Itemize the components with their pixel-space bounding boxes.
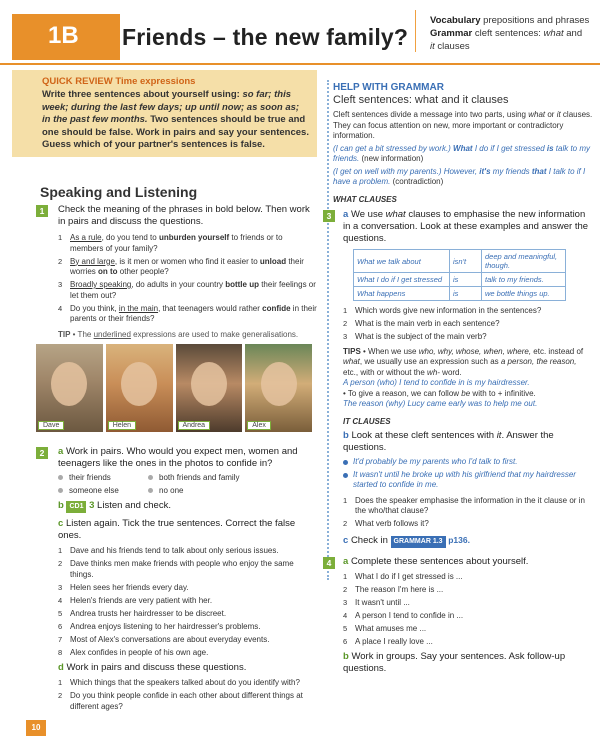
example-text: I do if I get stressed xyxy=(472,143,547,153)
section-title-speaking: Speaking and Listening xyxy=(40,184,198,200)
tips-text: • To give a reason, we can follow xyxy=(343,388,462,398)
list-item xyxy=(58,691,318,712)
underlined-phrase: As a rule xyxy=(70,233,102,242)
cleft-table xyxy=(353,249,566,301)
item-text: The reason I'm here is ... xyxy=(355,584,444,594)
unit-number: 1B xyxy=(48,22,79,49)
underlined-phrase: Broadly speaking xyxy=(70,280,132,289)
header-divider xyxy=(415,10,416,52)
tips-text: , we usually use an expression such as xyxy=(359,357,501,366)
example-emphasis: is xyxy=(546,143,554,153)
table-cell: deep and meaningful, though. xyxy=(482,250,566,273)
list-item xyxy=(58,609,318,620)
exercise-3 xyxy=(326,209,593,245)
it-clauses-heading: IT CLAUSES xyxy=(343,416,391,426)
list-item xyxy=(58,280,318,301)
exercise-1-instructions: Check the meaning of the phrases in bold below. Then work in pairs and discuss the questions. xyxy=(58,204,310,227)
page-header xyxy=(0,0,600,62)
tips-italic: be xyxy=(461,388,471,398)
part-label: b xyxy=(343,430,349,441)
item-number: 2 xyxy=(343,519,348,528)
face-shape xyxy=(121,362,157,406)
item-text: Helen sees her friends every day. xyxy=(70,582,189,592)
page-number: 10 xyxy=(26,720,46,736)
tips-text: • When we use xyxy=(360,346,419,356)
table-cell: What I do if I get stressed xyxy=(354,273,450,287)
list-item xyxy=(58,678,318,689)
exercise-2c-list xyxy=(36,546,318,658)
item-number: 3 xyxy=(343,332,348,341)
item-number: 2 xyxy=(343,319,348,328)
grammar-example-1 xyxy=(333,144,593,165)
tip-text: expressions are used to make generalisations. xyxy=(130,329,299,339)
item-text: What is the main verb in each sentence? xyxy=(355,319,500,328)
item-text: Do you think, xyxy=(70,303,119,313)
cd-badge[interactable]: CD1 xyxy=(66,501,86,513)
tips-example: A person (who) I tend to confide in is my hairdresser. xyxy=(343,378,530,387)
tip-label: TIP xyxy=(58,329,71,339)
item-text: What verb follows it? xyxy=(355,519,429,528)
exercise-number: 4 xyxy=(323,557,335,569)
part-label: b xyxy=(343,651,349,662)
exercise-4b-text: Work in groups. Say your sentences. Ask follow-up questions. xyxy=(343,651,566,674)
tips-text: with to + infinitive. xyxy=(470,388,536,398)
it-example-item xyxy=(343,457,593,468)
exercise-4-list xyxy=(333,572,593,648)
exercise-1 xyxy=(36,204,318,340)
track-number: 3 xyxy=(89,500,95,511)
item-number: 1 xyxy=(343,571,348,581)
example-emphasis: What xyxy=(453,143,473,153)
table-cell: is xyxy=(450,273,482,287)
bold-phrase: unload xyxy=(259,256,287,266)
item-number: 1 xyxy=(58,678,63,687)
list-item xyxy=(58,559,318,580)
face-shape xyxy=(51,362,87,406)
intro-text: or xyxy=(545,110,557,119)
part-label: a xyxy=(343,209,349,220)
table-row xyxy=(354,287,566,301)
item-number: 4 xyxy=(58,303,63,313)
item-text: A place I really love ... xyxy=(355,636,433,646)
intro-text: clauses. They can focus attention on new, more important or contradictory information. xyxy=(333,110,593,140)
table-cell: What we talk about xyxy=(354,250,450,273)
item-number: 5 xyxy=(343,623,348,633)
list-item xyxy=(343,496,593,517)
photo-dave xyxy=(36,344,103,432)
photo-andrea xyxy=(176,344,243,432)
bullet-icon xyxy=(343,473,348,478)
table-cell: talk to my friends. xyxy=(482,273,566,287)
list-item xyxy=(58,635,318,646)
table-cell: we bottle things up. xyxy=(482,287,566,301)
list-item xyxy=(58,257,318,278)
header-meta xyxy=(430,14,589,53)
example-note: (new information) xyxy=(359,154,424,163)
option-item xyxy=(148,486,268,497)
quick-review-title: QUICK REVIEW Time expressions xyxy=(42,76,196,87)
bullet-icon xyxy=(148,475,153,480)
exercise-1-list xyxy=(36,233,318,325)
example-text: I talk to if I have a problem. xyxy=(333,166,586,186)
exercise-4a xyxy=(333,556,593,568)
item-text: Helen's friends are very patient with her. xyxy=(70,595,213,605)
photo-label: Alex xyxy=(247,421,271,430)
exercise-4 xyxy=(326,555,593,568)
bold-phrase: confide xyxy=(262,303,291,313)
item-text: Andrea trusts her hairdresser to be discreet. xyxy=(70,608,227,618)
exercise-2d-text: Work in pairs and discuss these questions. xyxy=(66,662,247,673)
item-text: , do adults in your country xyxy=(131,280,226,289)
list-item xyxy=(343,306,593,317)
bold-phrase: bottle up xyxy=(225,280,259,289)
exercise-2d-list xyxy=(36,678,318,712)
example-text: talk to my friends. xyxy=(333,143,590,163)
tips-label: TIPS xyxy=(343,346,361,356)
tip-text: • The xyxy=(70,329,94,339)
exercise-3b-text: Look at these cleft sentences with xyxy=(351,430,497,441)
item-number: 5 xyxy=(58,608,63,618)
item-text: Most of Alex's conversations are about everyday events. xyxy=(70,634,270,644)
item-number: 3 xyxy=(58,280,63,289)
exercise-3a xyxy=(333,209,593,245)
table-cell: What happens xyxy=(354,287,450,301)
exercise-2a-text: Work in pairs. Who would you expect men, women and teenagers like the ones in the photos to confide in? xyxy=(58,446,298,469)
exercise-2b xyxy=(36,500,318,513)
item-number: 1 xyxy=(343,495,348,505)
item-text: their feelings or let them out? xyxy=(70,280,316,300)
list-item xyxy=(58,583,318,594)
item-number: 3 xyxy=(343,597,348,607)
grammar-text-what: what xyxy=(543,28,564,39)
item-text: to friends or to members of your family? xyxy=(70,233,283,253)
item-number: 4 xyxy=(343,610,348,620)
photo-label: Andrea xyxy=(178,421,211,430)
list-item xyxy=(58,596,318,607)
quick-review-box xyxy=(12,70,317,157)
option-item xyxy=(58,473,148,484)
part-label: a xyxy=(343,555,349,567)
item-number: 2 xyxy=(343,584,348,594)
example-text: (I can get a bit stressed by work.) xyxy=(333,143,454,153)
exercise-4a-text: Complete these sentences about yourself. xyxy=(350,555,529,567)
exercise-2 xyxy=(36,446,318,715)
tips-italic: who, why, whose, when, where, xyxy=(418,346,532,356)
it-examples xyxy=(333,457,593,491)
exercise-2d xyxy=(36,662,318,674)
exercise-3a-text: We use xyxy=(350,209,386,220)
intro-text-italic: what xyxy=(528,110,546,119)
intro-text: Cleft sentences divide a message into two parts, using xyxy=(333,110,529,119)
quick-review-p2: Two sentences should be true and one should be false. Work in pairs and say your sentences. Guess which of your partner's sentences is false. xyxy=(42,114,309,150)
photo-alex xyxy=(245,344,312,432)
part-label: c xyxy=(58,518,64,529)
item-text: Alex confides in people of his own age. xyxy=(70,647,209,657)
list-item xyxy=(58,304,318,325)
item-text: A person I tend to confide in ... xyxy=(355,610,464,620)
exercise-3c xyxy=(333,534,593,548)
grammar-label: Grammar xyxy=(430,28,473,39)
exercise-number: 3 xyxy=(323,210,335,222)
grammar-reference-link[interactable]: GRAMMAR 1.3 xyxy=(391,536,446,548)
item-number: 4 xyxy=(58,595,63,605)
exercise-2a xyxy=(58,446,318,470)
grammar-tips xyxy=(333,347,593,410)
underlined-phrase: in the main xyxy=(118,303,159,313)
photo-label: Helen xyxy=(108,421,136,430)
exercise-3b-questions xyxy=(333,496,593,530)
item-text: in their parents or their friends? xyxy=(70,303,317,323)
tips-text: etc. instead of xyxy=(531,346,584,356)
bold-phrase: unburden yourself xyxy=(158,233,230,242)
unit-title: Friends – the new family? xyxy=(122,24,409,50)
what-clauses-heading: WHAT CLAUSES xyxy=(333,194,397,204)
part-label: b xyxy=(58,500,64,511)
face-shape xyxy=(191,362,227,406)
example-note: (contradiction) xyxy=(390,177,444,186)
it-example: It'd probably be my parents who I'd talk to first. xyxy=(353,457,518,466)
item-text: What is the subject of the main verb? xyxy=(355,332,487,341)
it-example-item xyxy=(343,470,593,491)
item-number: 1 xyxy=(343,306,348,315)
item-text: What amuses me ... xyxy=(355,623,427,633)
item-text: other people? xyxy=(117,267,169,276)
exercise-3-questions xyxy=(333,306,593,343)
item-text: Which words give new information in the sentences? xyxy=(355,306,542,315)
grammar-text-it: it xyxy=(430,41,435,52)
table-row xyxy=(354,273,566,287)
table-row xyxy=(354,250,566,273)
item-number: 2 xyxy=(58,256,63,266)
grammar-page-ref[interactable]: p136. xyxy=(448,534,470,545)
grammar-title: HELP WITH GRAMMAR xyxy=(333,82,444,93)
list-item xyxy=(58,648,318,659)
tips-text: etc., with or without the xyxy=(343,367,428,377)
list-item xyxy=(58,233,318,254)
tips-example: The reason (why) Lucy came early was to help me out. xyxy=(343,399,538,408)
option-item xyxy=(58,486,148,497)
exercise-3a-text: clauses to emphasise the new information in a conversation. Look at these examples and answer the questions. xyxy=(343,209,589,244)
grammar-text-and: and xyxy=(566,28,583,39)
item-text: Does the speaker emphasise the information in the it clause or in the who/that clause? xyxy=(355,495,585,515)
list-item xyxy=(343,585,593,596)
option-item xyxy=(148,473,268,484)
exercise-2c-text: Listen again. Tick the true sentences. Correct the false ones. xyxy=(58,518,296,541)
list-item xyxy=(343,598,593,609)
exercise-3b-italic: it xyxy=(496,430,502,441)
example-emphasis: that xyxy=(531,166,547,176)
item-text: What I do if I get stressed is ... xyxy=(355,571,463,581)
part-label: c xyxy=(343,534,349,546)
option-text: both friends and family xyxy=(159,473,240,482)
exercise-2b-text: Listen and check. xyxy=(97,500,171,511)
grammar-intro xyxy=(333,110,593,142)
list-item xyxy=(343,572,593,583)
bullet-icon xyxy=(343,460,348,465)
item-text: Do you think people confide in each other about different things at different ages? xyxy=(70,691,303,711)
grammar-text: cleft sentences: xyxy=(474,28,541,39)
list-item xyxy=(58,622,318,633)
exercise-3a-italic: what xyxy=(385,209,406,220)
option-text: their friends xyxy=(69,473,111,482)
item-text: Which things that the speakers talked about do you identify with? xyxy=(70,678,300,687)
list-item xyxy=(343,637,593,648)
exercise-3c-text: Check in xyxy=(350,534,388,546)
tips-italic: a person, the reason, xyxy=(500,357,577,366)
item-text: It wasn't until ... xyxy=(355,597,410,607)
item-number: 2 xyxy=(58,559,63,568)
item-text: Dave thinks men make friends with people who enjoy the same things. xyxy=(70,559,294,579)
item-number: 8 xyxy=(58,647,63,657)
part-label: d xyxy=(58,662,64,673)
photo-strip xyxy=(36,344,312,432)
table-cell: is xyxy=(450,287,482,301)
unit-badge xyxy=(12,14,120,60)
exercise-3b xyxy=(333,430,593,454)
item-number: 7 xyxy=(58,634,63,644)
vocab-label: Vocabulary xyxy=(430,15,481,26)
bullet-icon xyxy=(58,475,63,480)
table-cell: isn't xyxy=(450,250,482,273)
item-text: Andrea enjoys listening to her hairdresser's problems. xyxy=(70,621,261,631)
intro-text-italic: it xyxy=(556,110,561,119)
tip-underlined: underlined xyxy=(93,329,131,339)
item-number: 3 xyxy=(58,582,63,592)
grammar-example-2 xyxy=(333,167,593,188)
item-text: , that teenagers would rather xyxy=(158,303,263,313)
item-text: , do you tend to xyxy=(101,233,159,242)
it-example: It wasn't until he broke up with his girlfriend that my hairdresser started to confide in me. xyxy=(353,469,576,489)
item-number: 1 xyxy=(58,546,63,555)
option-text: no one xyxy=(159,485,184,495)
bold-phrase: on to xyxy=(98,267,118,276)
example-emphasis: it's xyxy=(479,166,491,176)
tip xyxy=(36,330,318,341)
bullet-icon xyxy=(148,488,153,493)
example-text: (I get on well with my parents.) However, xyxy=(333,166,480,176)
part-label: a xyxy=(58,446,64,457)
exercise-number: 2 xyxy=(36,447,48,459)
list-item xyxy=(343,624,593,635)
item-text: Dave and his friends tend to talk about only serious issues. xyxy=(70,546,279,555)
grammar-column xyxy=(326,72,593,675)
exercise-2c xyxy=(36,518,318,542)
photo-label: Dave xyxy=(38,421,64,430)
item-number: 6 xyxy=(58,621,63,631)
quick-review-text xyxy=(42,89,309,152)
list-item xyxy=(343,519,593,530)
bullet-icon xyxy=(58,488,63,493)
face-shape xyxy=(261,362,297,406)
header-underline xyxy=(0,63,600,65)
grammar-dotted-divider xyxy=(327,80,329,580)
underlined-phrase: By and large xyxy=(70,256,115,266)
list-item xyxy=(343,319,593,330)
list-item xyxy=(58,546,318,557)
quick-review-expressions: so far; this week; during the last few days; up until now; as soon as; in the past few months. xyxy=(42,89,300,125)
exercise-number: 1 xyxy=(36,205,48,217)
list-item xyxy=(343,332,593,343)
option-text: someone else xyxy=(69,485,119,495)
grammar-subtitle: Cleft sentences: what and it clauses xyxy=(333,94,509,106)
tips-italic: what xyxy=(343,357,360,366)
item-text: their worries xyxy=(70,256,304,276)
vocab-text: prepositions and phrases xyxy=(483,15,590,26)
item-text: , is it men or women who find it easier to xyxy=(114,256,260,266)
item-number: 1 xyxy=(58,233,63,242)
tips-text: word. xyxy=(439,367,462,377)
exercise-4b xyxy=(333,651,593,675)
exercise-3b-text: . Answer the questions. xyxy=(343,430,554,453)
item-number: 6 xyxy=(343,636,348,646)
grammar-text-clauses: clauses xyxy=(437,41,470,52)
item-number: 2 xyxy=(58,691,63,700)
options-list xyxy=(36,473,318,496)
example-text: my friends xyxy=(490,166,532,176)
photo-helen xyxy=(106,344,173,432)
list-item xyxy=(343,611,593,622)
tips-italic: wh- xyxy=(427,367,440,377)
quick-review-p1: Write three sentences about yourself using: xyxy=(42,89,240,100)
